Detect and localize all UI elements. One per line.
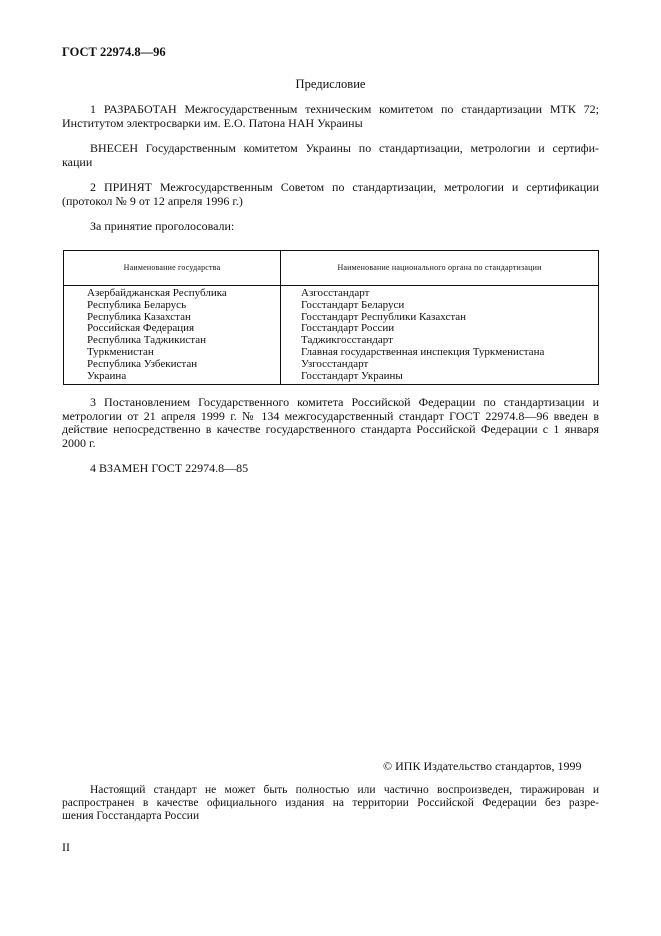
section-replaces: 4 ВЗАМЕН ГОСТ 22974.8—85	[90, 461, 249, 475]
table-cell-body: Госстандарт Украины	[301, 369, 403, 382]
table-cell-body: Таджикгосстандарт	[301, 334, 393, 347]
section-developed-line-2: Институтом электросварки им. Е.О. Патона НАН Украины	[62, 115, 363, 130]
table-cell-body: Азгосстандарт	[301, 287, 370, 299]
document-header-id: ГОСТ 22974.8—96	[62, 45, 166, 59]
table-cell-body: Госстандарт России	[301, 322, 395, 335]
copyright-notice: © ИПК Издательство стандартов, 1999	[383, 759, 582, 773]
votes-table-body	[64, 286, 599, 385]
table-cell-state: Республика Казахстан	[87, 310, 191, 323]
voted-intro: За принятие проголосовали:	[90, 219, 235, 233]
footer-notice-line-3: шения Госстандарта России	[62, 810, 200, 822]
section-enacted-line-4: 2000 г.	[62, 435, 96, 450]
section-enacted-line-1: 3 Постановлением Государственного комитета Российской Федерации по стандартизации и	[90, 395, 599, 409]
table-cell-state: Республика Беларусь	[87, 298, 187, 311]
page-number: II	[62, 840, 70, 854]
footer-notice-line-2: распространен в качестве официального издания на территории Российской Федерации без разре-	[62, 797, 599, 809]
section-developed-line-1: 1 РАЗРАБОТАН Межгосударственным техническим комитетом по стандартизации МТК 72;	[90, 102, 599, 116]
votes-table-bodies-column	[281, 286, 599, 385]
table-cell-body: Госстандарт Республики Казахстан	[301, 310, 467, 323]
section-developed	[62, 103, 599, 130]
table-cell-state: Украина	[87, 369, 127, 382]
table-cell-state: Российская Федерация	[87, 322, 195, 335]
table-cell-state: Туркменистан	[87, 345, 154, 358]
footer-notice-line-1: Настоящий стандарт не может быть полностью или частично воспроизведен, тиражирован и	[90, 784, 599, 796]
table-cell-body: Госстандарт Беларуси	[301, 298, 405, 311]
votes-table-header-body: Наименование национального органа по стандартизации	[281, 251, 599, 286]
section-enacted	[62, 396, 599, 450]
table-cell-state: Республика Узбекистан	[87, 357, 198, 370]
section-adopted-line-1: 2 ПРИНЯТ Межгосударственным Советом по стандартизации, метрологии и сертификации	[90, 180, 599, 194]
section-introduced	[62, 142, 599, 169]
section-adopted-line-2: (протокол № 9 от 12 апреля 1996 г.)	[62, 193, 243, 208]
table-cell-state: Азербайджанская Республика	[87, 287, 227, 299]
votes-table-states-column	[64, 286, 281, 385]
section-introduced-line-2: кации	[62, 154, 93, 169]
votes-table-header-row	[64, 251, 599, 286]
table-cell-body: Главная государственная инспекция Туркменистана	[301, 345, 545, 358]
page-title: Предисловие	[295, 77, 366, 91]
table-cell-body: Узгосстандарт	[301, 357, 369, 370]
footer-notice	[62, 784, 599, 823]
section-enacted-line-2: метрологии от 21 апреля 1999 г. № 134 межгосударственный стандарт ГОСТ 22974.8—96 введен в	[62, 408, 599, 423]
votes-table	[63, 250, 599, 385]
section-adopted	[62, 181, 599, 208]
section-enacted-line-3: действие непосредственно в качестве государственного стандарта Российской Федерации с 1 января	[62, 422, 599, 436]
table-cell-state: Республика Таджикистан	[87, 334, 206, 347]
section-introduced-line-1: ВНЕСЕН Государственным комитетом Украины по стандартизации, метрологии и сертифи-	[90, 141, 599, 155]
votes-table-header-state: Наименование государства	[64, 251, 281, 286]
